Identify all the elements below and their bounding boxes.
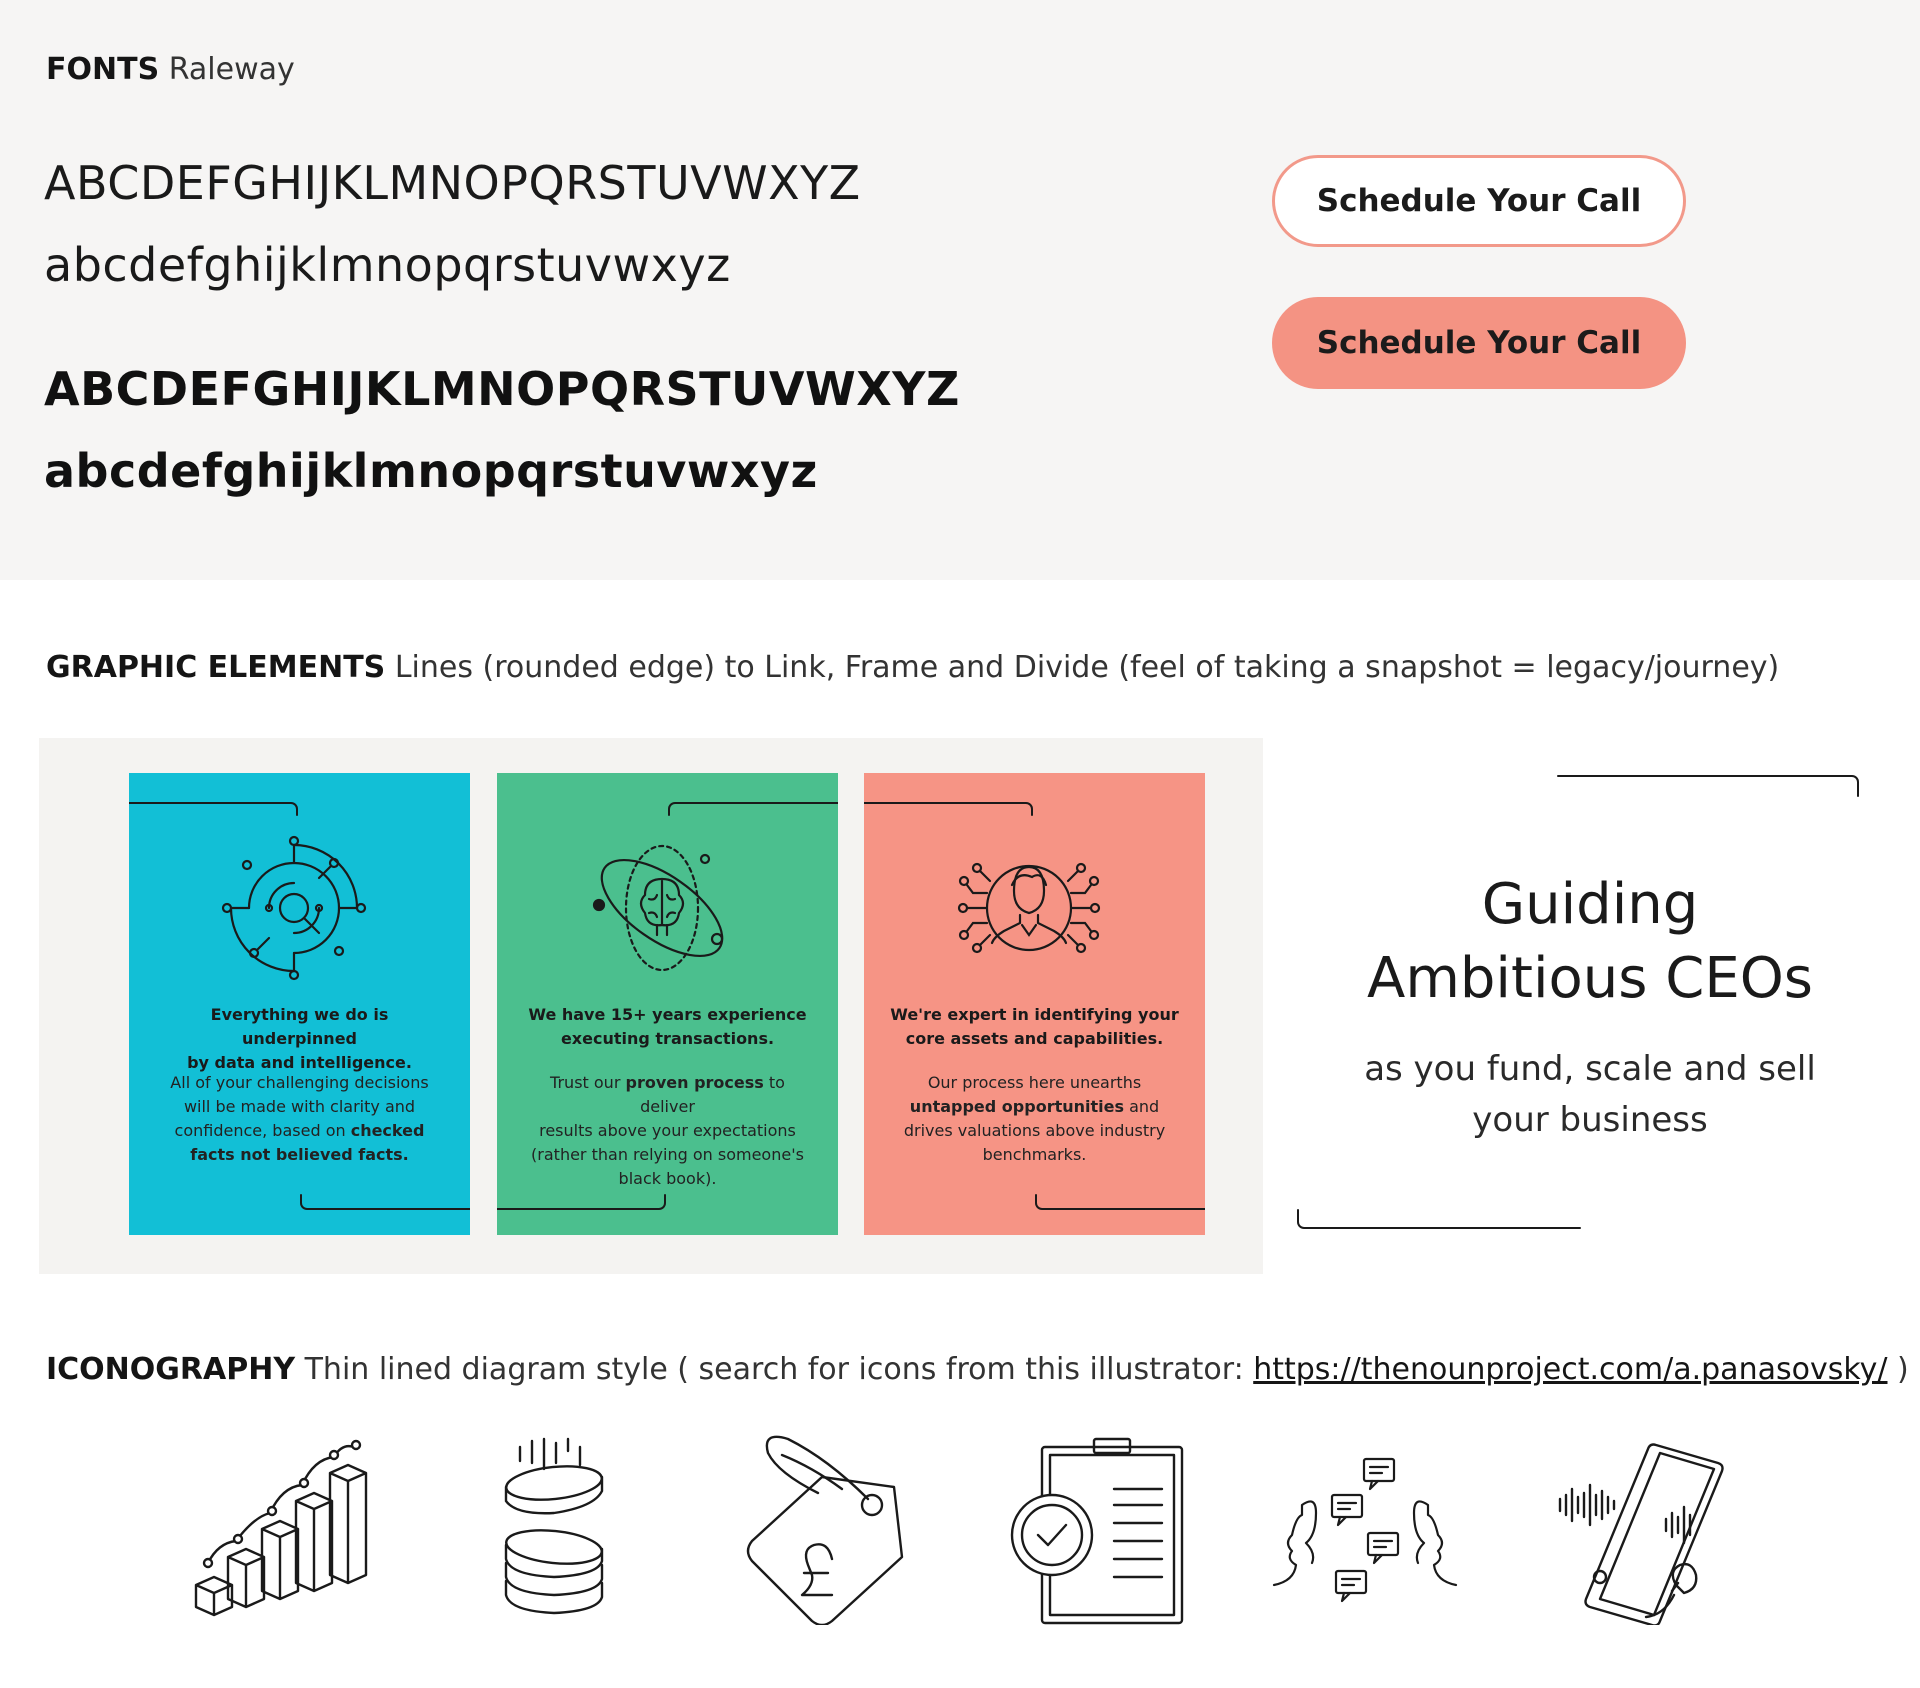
growth-chart-icon	[188, 1435, 378, 1625]
alphabet-lower-bold: abcdefghijklmnopqrstuvwxyz	[44, 444, 818, 498]
hero-title-line: Ambitious CEOs	[1367, 946, 1813, 1011]
card-heading-line: core assets and capabilities.	[905, 1029, 1164, 1048]
alphabet-upper-bold: ABCDEFGHIJKLMNOPQRSTUVWXYZ	[44, 362, 960, 416]
fonts-label	[46, 52, 295, 87]
hero-subtitle-line: your business	[1472, 1100, 1708, 1140]
card-data-intelligence	[129, 773, 470, 1235]
iconography-description: Thin lined diagram style ( search for icons from this illustrator:	[304, 1352, 1254, 1387]
card-body-line	[153, 1119, 446, 1143]
card-body	[521, 1071, 814, 1191]
graphic-heading: GRAPHIC ELEMENTS	[46, 650, 386, 685]
card-heading-line: Everything we do is underpinned	[210, 1005, 389, 1048]
card-heading-line: executing transactions.	[560, 1029, 775, 1048]
hero-title	[1300, 868, 1880, 1016]
card-body-text: and	[1124, 1097, 1160, 1116]
iconography-label	[46, 1352, 1909, 1387]
approved-clipboard-icon	[1006, 1435, 1186, 1625]
schedule-call-outline-button[interactable]: Schedule Your Call	[1272, 155, 1686, 247]
card-body-line: will be made with clarity and	[183, 1097, 416, 1116]
phone-voice-icon	[1556, 1435, 1736, 1625]
card-body-line	[521, 1071, 814, 1119]
person-circuit-icon	[954, 833, 1104, 983]
card-body-line	[888, 1095, 1181, 1119]
conversation-icon	[1270, 1435, 1460, 1625]
iconography-heading: ICONOGRAPHY	[46, 1352, 296, 1387]
card-heading-line: We're expert in identifying your	[890, 1005, 1179, 1024]
alphabet-lower-light: abcdefghijklmnopqrstuvwxyz	[44, 238, 731, 292]
card-body	[888, 1071, 1181, 1167]
card-body-emphasis: proven process	[625, 1073, 764, 1092]
iconography-close: )	[1887, 1352, 1909, 1387]
fonts-heading: FONTS	[46, 52, 160, 87]
card-body-text: confidence, based on	[174, 1121, 351, 1140]
card-body-line: results above your expectations	[539, 1121, 796, 1140]
card-experience	[497, 773, 838, 1235]
hero-title-line: Guiding	[1481, 872, 1699, 937]
card-heading-line: by data and intelligence.	[187, 1053, 412, 1072]
illustrator-link[interactable]: https://thenounproject.com/a.panasovsky/	[1253, 1352, 1888, 1387]
card-body-line: All of your challenging decisions	[170, 1073, 429, 1092]
graphic-elements-label	[46, 650, 1779, 685]
schedule-call-filled-button[interactable]: Schedule Your Call	[1272, 297, 1686, 389]
coins-icon	[490, 1435, 620, 1625]
card-body-text: to deliver	[640, 1073, 785, 1116]
card-body	[153, 1071, 446, 1167]
graphic-description: Lines (rounded edge) to Link, Frame and Divide (feel of taking a snapshot = legacy/journey)	[394, 650, 1780, 685]
card-body-line: benchmarks.	[982, 1145, 1087, 1164]
card-heading	[888, 1003, 1181, 1051]
price-tag-pound-icon	[742, 1435, 912, 1625]
brain-orbit-icon	[587, 833, 737, 983]
card-heading	[521, 1003, 814, 1051]
card-expertise	[864, 773, 1205, 1235]
card-body-emphasis: untapped opportunities	[909, 1097, 1125, 1116]
hero-subtitle	[1300, 1044, 1880, 1146]
card-body-line: black book).	[618, 1169, 717, 1188]
hero-subtitle-line: as you fund, scale and sell	[1364, 1049, 1816, 1089]
alphabet-upper-light: ABCDEFGHIJKLMNOPQRSTUVWXYZ	[44, 156, 861, 210]
card-body-emphasis: checked	[350, 1121, 425, 1140]
card-body-line: Our process here unearths	[927, 1073, 1142, 1092]
card-body-emphasis: facts not believed facts.	[190, 1145, 409, 1164]
card-heading	[153, 1003, 446, 1075]
font-name: Raleway	[168, 52, 295, 87]
card-heading-line: We have 15+ years experience	[528, 1005, 807, 1024]
card-body-line: (rather than relying on someone's	[531, 1145, 804, 1164]
card-body-line: drives valuations above industry	[903, 1121, 1166, 1140]
data-network-icon	[219, 833, 369, 983]
card-body-text: Trust our	[550, 1073, 626, 1092]
